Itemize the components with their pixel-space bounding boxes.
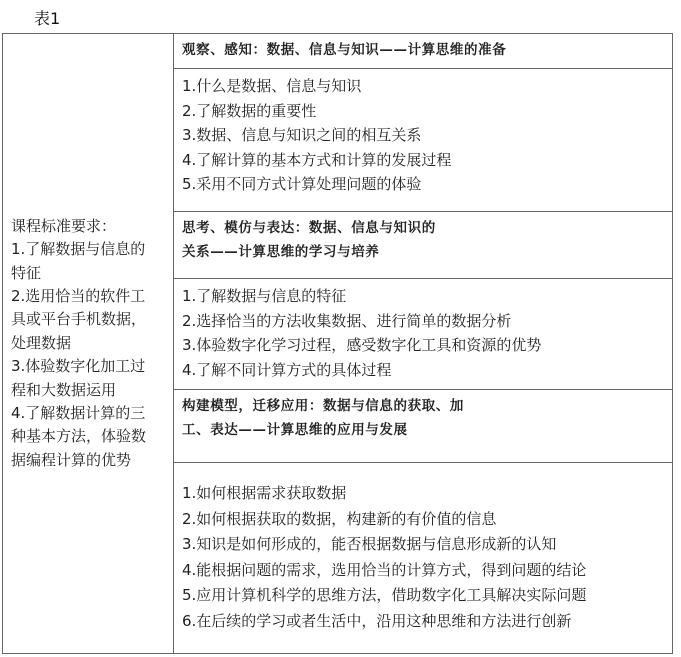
section-title-line: 工、表达——计算思维的应用与发展: [182, 422, 408, 438]
section-2-items: [174, 279, 672, 382]
section-2-title-cell: [174, 212, 673, 279]
requirement-line: 2.选用恰当的软件工: [11, 286, 146, 305]
section-title-line: 观察、感知：数据、信息与知识——计算思维的准备: [182, 42, 507, 58]
requirement-line: 处理数据: [11, 333, 72, 352]
list-item: 2.如何根据获取的数据，构建新的有价值的信息: [182, 509, 497, 528]
requirement-line: 4.了解数据计算的三: [11, 404, 146, 423]
requirement-line: 具或平台手机数据，: [11, 310, 147, 329]
requirement-line: 程和大数据运用: [11, 380, 117, 399]
requirement-line: 1.了解数据与信息的: [11, 240, 146, 259]
section-title-line: 思考、模仿与表达：数据、信息与知识的: [182, 220, 436, 236]
list-item: 3.体验数字化学习过程，感受数字化工具和资源的优势: [182, 336, 542, 354]
section-title-line: 构建模型，迁移应用：数据与信息的获取、加: [182, 398, 464, 414]
requirements-text: [3, 215, 173, 472]
requirement-line: 种基本方法，体验数: [11, 427, 147, 446]
section-3-items-cell: [174, 463, 673, 654]
curriculum-table: [2, 33, 673, 654]
list-item: 1.如何根据需求获取数据: [182, 484, 347, 502]
list-item: 4.了解计算的基本方式和计算的发展过程: [182, 150, 452, 169]
requirement-line: 3.体验数字化加工过: [11, 357, 146, 376]
requirements-cell: [3, 34, 174, 654]
list-item: 2.了解数据的重要性: [182, 101, 317, 120]
requirement-line: 特征: [11, 263, 42, 282]
list-item: 2.选择恰当的方法收集数据、进行简单的数据分析: [182, 311, 512, 330]
list-item: 1.什么是数据、信息与知识: [182, 77, 362, 95]
list-item: 3.数据、信息与知识之间的相互关系: [182, 126, 422, 144]
table-caption: 表1: [34, 9, 61, 28]
list-item: 4.能根据问题的需求，选用恰当的计算方式，得到问题的结论: [182, 560, 587, 579]
section-2-title: [174, 212, 672, 264]
requirement-line: 据编程计算的优势: [11, 450, 132, 469]
section-3-items: [174, 463, 672, 634]
list-item: 5.应用计算机科学的思维方法，借助数字化工具解决实际问题: [182, 586, 587, 604]
list-item: 1.了解数据与信息的特征: [182, 287, 347, 305]
requirements-heading: 课程标准要求：: [11, 216, 117, 235]
list-item: 6.在后续的学习或者生活中，沿用这种思维和方法进行创新: [182, 611, 572, 630]
section-3-title: [174, 390, 672, 442]
section-2-items-cell: [174, 279, 673, 390]
list-item: 3.知识是如何形成的，能否根据数据与信息形成新的认知: [182, 535, 557, 553]
section-1-title-cell: [174, 34, 673, 69]
section-title-line: 关系——计算思维的学习与培养: [182, 244, 380, 260]
section-1-items-cell: [174, 69, 673, 212]
section-3-title-cell: [174, 390, 673, 463]
section-1-title: [174, 34, 672, 62]
list-item: 4.了解不同计算方式的具体过程: [182, 360, 392, 379]
list-item: 5.采用不同方式计算处理问题的体验: [182, 175, 422, 193]
section-1-items: [174, 69, 672, 197]
